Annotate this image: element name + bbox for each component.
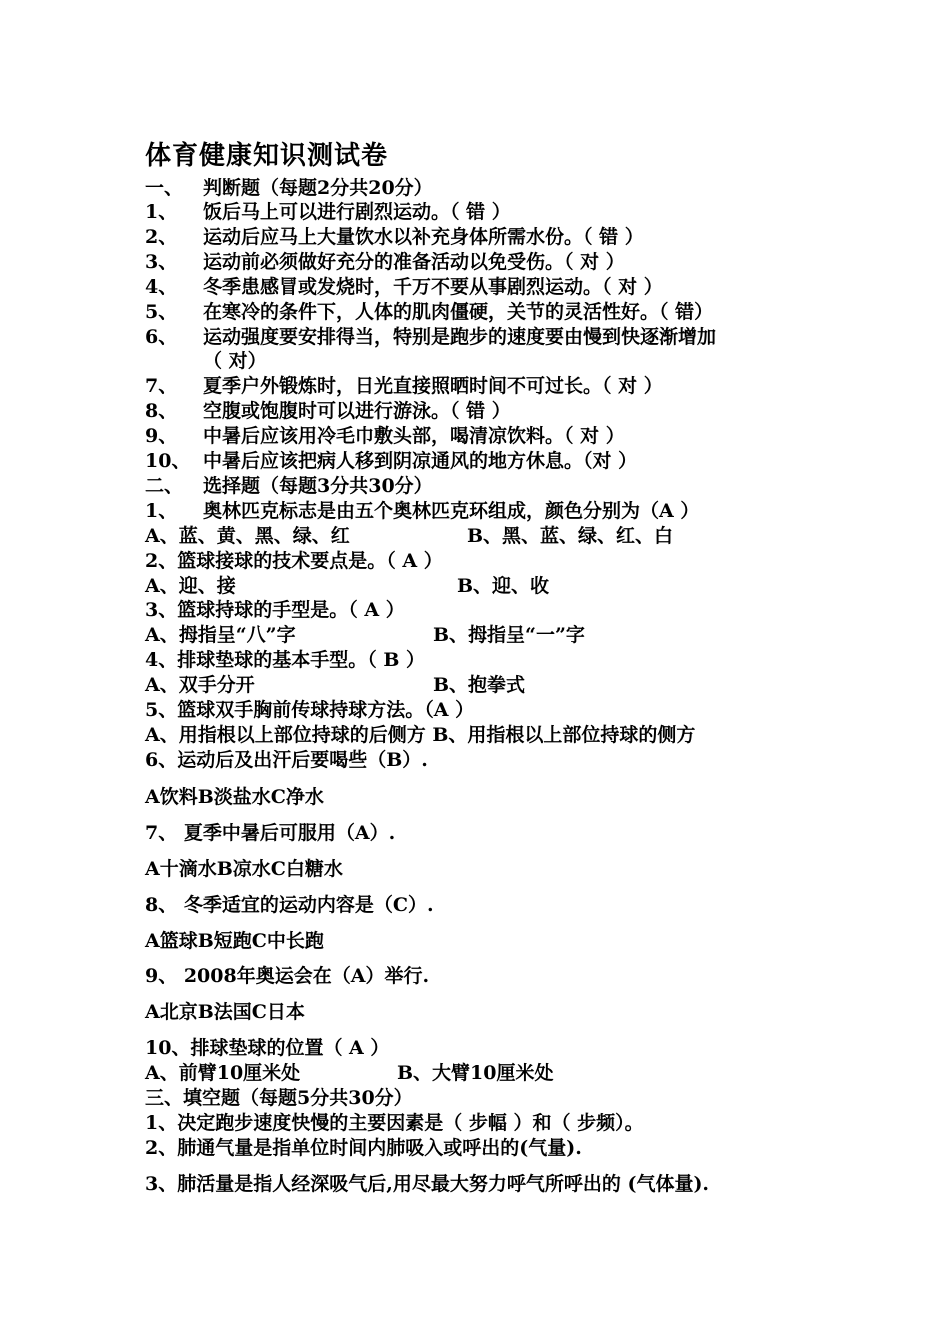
choice-q1-option-a: A、蓝、黄、黑、绿、红	[145, 525, 350, 547]
document-title: 体育健康知识测试卷	[145, 141, 389, 171]
judge-item-4-num: 4、	[145, 276, 178, 298]
choice-q9-options: A北京B法国C日本	[145, 1001, 305, 1023]
judge-item-9-text: 中暑后应该用冷毛巾敷头部，喝清凉饮料。（ 对 ）	[203, 425, 625, 447]
choice-q1-options	[145, 524, 674, 548]
judge-item-2-text: 运动后应马上大量饮水以补充身体所需水份。（ 错 ）	[203, 226, 644, 248]
section1-heading	[145, 176, 433, 200]
choice-q2-option-b: B、迎、收	[457, 575, 550, 597]
judge-item-2	[145, 225, 644, 249]
judge-item-7-num: 7、	[145, 375, 178, 397]
choice-q3-option-a: A、拇指呈“八”字	[145, 624, 296, 646]
choice-q4: 4、排球垫球的基本手型。（ B ）	[145, 649, 426, 671]
judge-item-1-text: 饭后马上可以进行剧烈运动。（ 错 ）	[203, 201, 511, 223]
judge-item-6b-text: （ 对）	[203, 350, 267, 372]
section2-heading	[145, 474, 433, 498]
judge-item-10-text: 中暑后应该把病人移到阴凉通风的地方休息。（对 ）	[203, 450, 638, 472]
choice-q5: 5、篮球双手胸前传球持球方法。（A ）	[145, 699, 475, 721]
choice-q1-num: 1、	[145, 500, 178, 522]
judge-item-4-text: 冬季患感冒或发烧时，千万不要从事剧烈运动。（ 对 ）	[203, 276, 663, 298]
judge-item-3-text: 运动前必须做好充分的准备活动以免受伤。（ 对 ）	[203, 251, 625, 273]
choice-q7-options: A十滴水B凉水C白糖水	[145, 858, 343, 880]
judge-item-9	[145, 424, 625, 448]
fill-item-2: 2、肺通气量是指单位时间内肺吸入或呼出的(气量).	[145, 1137, 582, 1159]
section1-heading-text: 判断题（每题2分共20分）	[203, 177, 433, 199]
choice-q10-options	[145, 1061, 554, 1085]
choice-q4-options	[145, 673, 526, 697]
judge-item-1	[145, 200, 511, 224]
choice-q2-option-a: A、迎、接	[145, 575, 236, 597]
judge-item-6	[145, 325, 716, 349]
judge-item-8-text: 空腹或饱腹时可以进行游泳。（ 错 ）	[203, 400, 511, 422]
choice-q4-option-b: B、抱拳式	[433, 674, 526, 696]
choice-q3-option-b: B、拇指呈“一”字	[433, 624, 585, 646]
choice-q1-text: 奥林匹克标志是由五个奥林匹克环组成，颜色分别为（A ）	[203, 500, 700, 522]
section3-heading: 三、填空题（每题5分共30分）	[145, 1087, 413, 1109]
section1-heading-num: 一、	[145, 177, 184, 199]
judge-item-6-answer	[145, 349, 267, 373]
fill-item-3: 3、肺活量是指人经深吸气后,用尽最大努力呼气所呼出的 (气体量).	[145, 1173, 710, 1195]
judge-item-8	[145, 399, 511, 423]
choice-q1	[145, 499, 699, 523]
judge-item-7	[145, 374, 663, 398]
choice-q5-options: A、用指根以上部位持球的后侧方 B、用指根以上部位持球的侧方	[145, 724, 696, 746]
choice-q6-options: A饮料B淡盐水C净水	[145, 786, 324, 808]
choice-q1-option-b: B、黑、蓝、绿、红、白	[467, 525, 674, 547]
choice-q3-options	[145, 623, 585, 647]
judge-item-4	[145, 275, 663, 299]
choice-q8-options: A篮球B短跑C中长跑	[145, 930, 324, 952]
judge-item-10	[145, 449, 637, 473]
choice-q7: 7、 夏季中暑后可服用（A）.	[145, 822, 396, 844]
judge-item-3-num: 3、	[145, 251, 178, 273]
judge-item-5-text: 在寒冷的条件下，人体的肌肉僵硬，关节的灵活性好。（ 错）	[203, 301, 714, 323]
judge-item-5-num: 5、	[145, 301, 178, 323]
judge-item-6-text: 运动强度要安排得当，特别是跑步的速度要由慢到快逐渐增加	[203, 326, 717, 348]
choice-q2-options	[145, 574, 550, 598]
fill-item-1: 1、决定跑步速度快慢的主要因素是（ 步幅 ）和（ 步频）。	[145, 1112, 644, 1134]
judge-item-6-num: 6、	[145, 326, 178, 348]
judge-item-8-num: 8、	[145, 400, 178, 422]
judge-item-9-num: 9、	[145, 425, 178, 447]
judge-item-10-num: 10、	[145, 450, 191, 472]
judge-item-2-num: 2、	[145, 226, 178, 248]
section2-heading-text: 选择题（每题3分共30分）	[203, 475, 433, 497]
choice-q10: 10、排球垫球的位置（ A ）	[145, 1037, 390, 1059]
choice-q3: 3、篮球持球的手型是。（ A ）	[145, 599, 405, 621]
judge-item-3	[145, 250, 625, 274]
choice-q4-option-a: A、双手分开	[145, 674, 255, 696]
choice-q2: 2、篮球接球的技术要点是。（ A ）	[145, 550, 443, 572]
choice-q9: 9、 2008年奥运会在（A）举行.	[145, 965, 430, 987]
choice-q8: 8、 冬季适宜的运动内容是（C）.	[145, 894, 434, 916]
judge-item-5	[145, 300, 713, 324]
judge-item-1-num: 1、	[145, 201, 178, 223]
section2-heading-num: 二、	[145, 475, 184, 497]
choice-q10-option-a: A、前臂10厘米处	[145, 1062, 301, 1084]
choice-q6: 6、运动后及出汗后要喝些（B）.	[145, 749, 428, 771]
choice-q10-option-b: B、大臂10厘米处	[397, 1062, 554, 1084]
judge-item-7-text: 夏季户外锻炼时，日光直接照晒时间不可过长。（ 对 ）	[203, 375, 663, 397]
